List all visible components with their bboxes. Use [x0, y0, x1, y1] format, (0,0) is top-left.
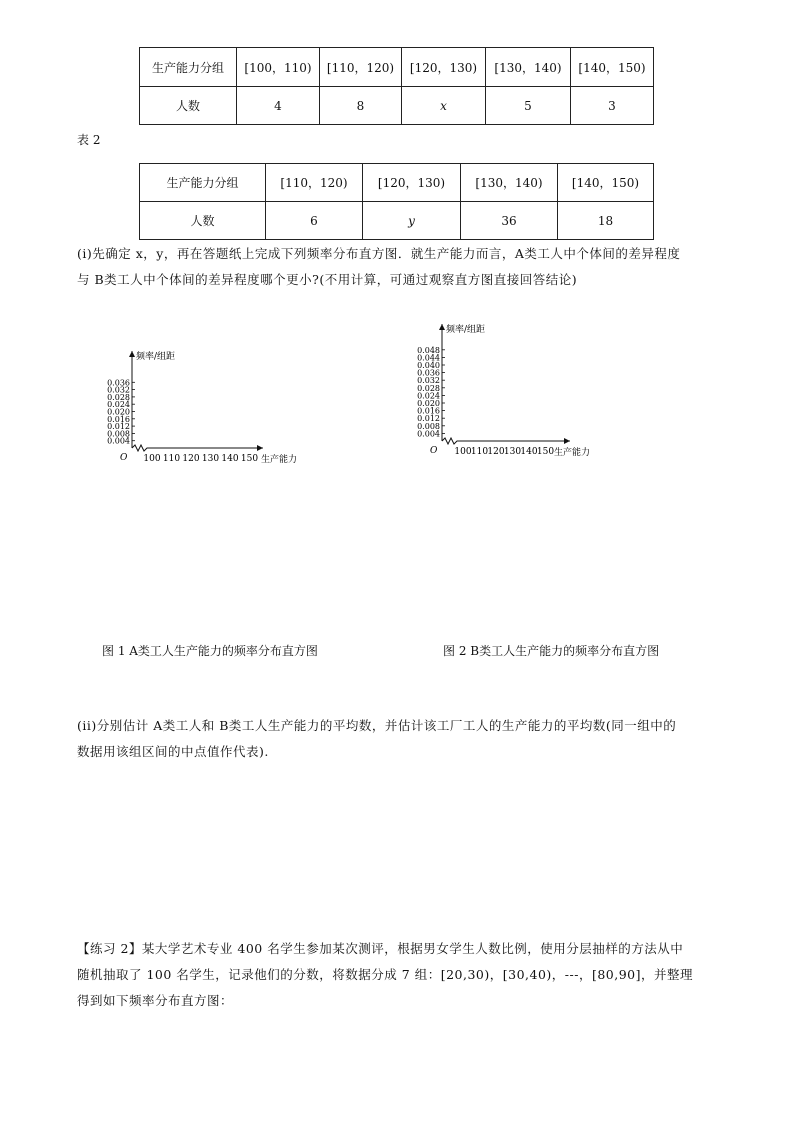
y-axis-label: 频率/组距	[136, 352, 176, 362]
table-cell: 生产能力分组	[140, 164, 266, 202]
exercise-2	[77, 936, 757, 1014]
table-cell: 6	[266, 202, 363, 240]
table-cell: 8	[320, 87, 402, 125]
y-tick-label: 0.040	[417, 361, 440, 370]
table-2	[139, 163, 654, 240]
y-tick-label: 0.032	[417, 376, 440, 386]
table-cell: [120，130)	[363, 164, 461, 202]
x-axis-label: 生产能力	[554, 448, 591, 458]
question-i	[77, 241, 757, 293]
exercise-2-line-1: 【练习 2】某大学艺术专业 400 名学生参加某次测评，根据男女学生人数比例，使用分层抽样的方法从中	[77, 941, 684, 956]
y-tick-label: 0.012	[417, 414, 440, 424]
y-tick-label: 0.012	[107, 422, 130, 432]
figure-2-axes	[405, 318, 620, 463]
origin-label: O	[430, 446, 438, 456]
y-tick-label: 0.020	[417, 399, 440, 408]
x-axis-line	[132, 445, 263, 451]
x-axis-label: 生产能力	[261, 455, 298, 465]
question-ii-line-2: 数据用该组区间的中点值作代表).	[77, 744, 269, 759]
table-2-data-row	[140, 202, 654, 240]
y-tick-label: 0.044	[417, 353, 440, 363]
table-cell: 生产能力分组	[140, 48, 237, 87]
question-i-line-2: 与 B类工人中个体间的差异程度哪个更小?(不用计算，可通过观察直方图直接回答结论)	[77, 272, 578, 287]
figure-2-caption: 图 2 B类工人生产能力的频率分布直方图	[443, 644, 660, 658]
x-axis-line	[442, 438, 570, 444]
table-2-header-row	[140, 164, 654, 202]
y-tick-label: 0.048	[417, 345, 440, 355]
question-ii-line-1: (ii)分别估计 A类工人和 B类工人生产能力的平均数，并估计该工厂工人的生产能力的平均数(同一组中的	[77, 718, 677, 733]
y-tick-label: 0.036	[417, 368, 440, 378]
x-tick-label: 130	[201, 454, 220, 464]
y-tick-label: 0.036	[107, 378, 130, 388]
x-tick-label: 130	[503, 447, 522, 457]
y-tick-label: 0.016	[417, 406, 440, 416]
y-tick-label: 0.028	[107, 392, 130, 402]
table-cell: [110，120)	[320, 48, 402, 87]
exercise-2-line-2: 随机抽取了 100 名学生，记录他们的分数，将数据分成 7 组：[20,30)，[30,40)，---，[80,90]，并整理	[77, 967, 693, 982]
y-tick-label: 0.024	[107, 400, 130, 410]
x-tick-label: 110	[162, 454, 181, 464]
table-1	[139, 47, 654, 125]
table-1-header-row	[140, 48, 654, 87]
table-1-data-row	[140, 87, 654, 125]
table-cell: [100，110)	[237, 48, 320, 87]
x-axis-arrow-icon	[564, 438, 570, 444]
y-tick-label: 0.004	[417, 429, 440, 439]
question-ii	[77, 713, 757, 765]
y-tick-label: 0.016	[107, 414, 130, 424]
question-i-line-1: (i)先确定 x，y，再在答题纸上完成下列频率分布直方图．就生产能力而言，A类工人中个体间的差异程度	[77, 246, 681, 261]
table-cell: [130，140)	[461, 164, 558, 202]
table-cell: x	[402, 87, 486, 125]
y-tick-label: 0.004	[107, 436, 130, 446]
y-tick-label: 0.024	[417, 391, 440, 401]
table-cell: [140，150)	[571, 48, 654, 87]
x-tick-label: 150	[240, 454, 259, 464]
y-tick-label: 0.028	[417, 383, 440, 393]
x-tick-label: 120	[182, 454, 200, 464]
table-cell: 18	[558, 202, 654, 240]
y-tick-label: 0.008	[107, 429, 130, 439]
table-cell: 36	[461, 202, 558, 240]
x-tick-label: 100	[454, 447, 472, 457]
figure-1-caption: 图 1 A类工人生产能力的频率分布直方图	[102, 644, 318, 658]
table-cell: y	[363, 202, 461, 240]
table-cell: 4	[237, 87, 320, 125]
origin-label: O	[120, 453, 128, 463]
table-cell: 人数	[140, 202, 266, 240]
x-tick-label: 110	[470, 447, 489, 457]
x-tick-label: 140	[221, 454, 239, 464]
exercise-2-line-3: 得到如下频率分布直方图：	[77, 993, 234, 1008]
x-tick-label: 150	[536, 447, 555, 457]
table-2-label: 表 2	[77, 133, 101, 147]
y-axis-label: 频率/组距	[446, 325, 486, 335]
table-cell: [110，120)	[266, 164, 363, 202]
table-cell: 人数	[140, 87, 237, 125]
x-tick-label: 120	[487, 447, 505, 457]
y-tick-label: 0.020	[107, 407, 130, 417]
table-cell: [130，140)	[486, 48, 571, 87]
table-cell: [120，130)	[402, 48, 486, 87]
y-tick-label: 0.008	[417, 421, 440, 431]
table-cell: 5	[486, 87, 571, 125]
x-tick-label: 100	[143, 454, 161, 464]
x-axis-arrow-icon	[257, 445, 263, 451]
figure-1-axes	[95, 345, 325, 475]
x-tick-label: 140	[520, 447, 538, 457]
table-cell: [140，150)	[558, 164, 654, 202]
y-tick-label: 0.032	[107, 385, 130, 395]
y-axis-arrow-icon	[439, 324, 445, 330]
table-cell: 3	[571, 87, 654, 125]
y-axis-arrow-icon	[129, 351, 135, 357]
